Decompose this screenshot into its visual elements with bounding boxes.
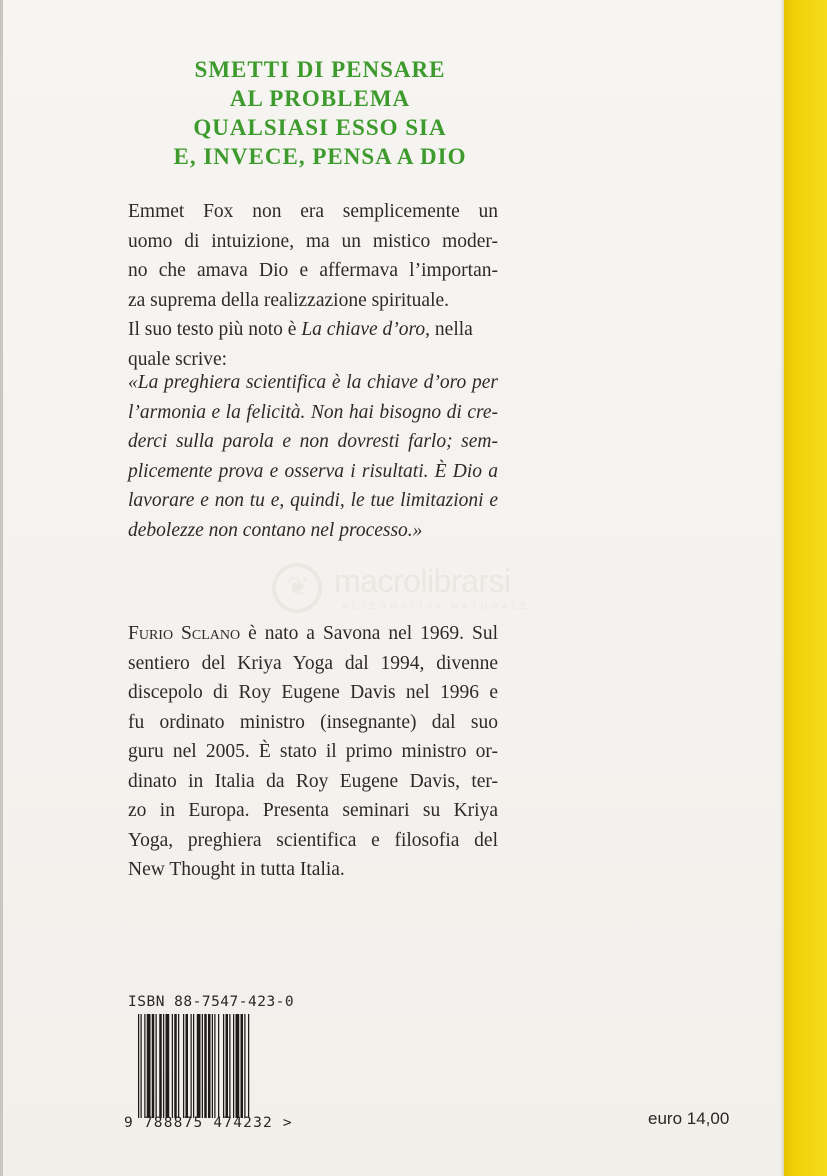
title-line-2: AL PROBLEMA [229,86,411,111]
barcode-bar [241,1014,244,1118]
barcode-bar [166,1014,170,1118]
book-title: La chiave d’oro [301,319,426,340]
bio-line: New Thought in tutta Italia. [128,859,345,880]
watermark-brand: macrolibrarsi [334,563,511,599]
barcode-bar [218,1014,219,1118]
title-line-4: E, INVECE, PENSA A DIO [173,144,467,169]
barcode-bar [147,1014,151,1118]
barcode-bar [226,1014,229,1118]
intro-line: Emmet Fox non era semplicemente un [128,201,498,222]
barcode-bar [214,1014,215,1118]
barcode-bar [204,1014,207,1118]
barcode-bar [202,1014,203,1118]
title-line-3: QUALSIASI ESSO SIA [193,115,447,140]
barcode-bar [163,1014,164,1118]
barcode-bar [229,1014,230,1118]
bio-line-rest: è nato a Savona nel 1969. Sul [240,623,499,644]
barcode [138,1014,288,1118]
barcode-bar [156,1014,157,1118]
intro-line: uomo di intuizione, ma un mistico moder- [128,230,498,252]
barcode-bar [248,1014,249,1118]
barcode-bar [152,1014,155,1118]
bio-line: zo in Europa. Presenta seminari su Kriya [128,800,498,821]
barcode-bar [144,1014,145,1118]
quote-line: l’armonia e la felicità. Non hai bisogno di cre- [128,401,498,423]
intro-line-book [128,315,498,345]
yellow-spine-band [784,0,827,1176]
barcode-bar [178,1014,179,1118]
bio-line: dinato in Italia da Roy Eugene Davis, ter- [128,770,498,792]
barcode-bar [233,1014,234,1118]
watermark-subtitle: ALTERNATIVA NATURALE [342,601,531,611]
macrolibrarsi-watermark [272,561,572,621]
barcode-bar [183,1014,184,1118]
bio-line: guru nel 2005. È stato il primo ministro or- [128,741,498,762]
bio-line: sentiero del Kriya Yoga dal 1994, divenne [128,652,498,674]
barcode-number: 9 788875 474232 > [124,1115,293,1131]
bio-line-first [128,619,498,649]
intro-line: quale scrive: [128,348,228,370]
cover-left-edge [0,0,3,1176]
leaf-icon: ❦ [287,572,309,602]
quote-line: lavorare e non tu e, quindi, le tue limitazioni e [128,490,498,511]
barcode-bar [208,1014,211,1118]
barcode-bar [236,1014,240,1118]
author-bio-paragraph [128,619,498,885]
barcode-bar [174,1014,177,1118]
quote-line: plicemente prova e osserva i risultati. È Dio a [128,460,498,482]
intro-line-end: , nella [425,319,473,340]
barcode-bar [212,1014,213,1118]
quote-line: debolezze non contano nel processo.» [128,519,423,541]
barcode-bar [138,1014,139,1118]
intro-line: no che amava Dio e affermava l’importan- [128,260,498,281]
barcode-bar [172,1014,173,1118]
barcode-bar [193,1014,194,1118]
price-label: euro 14,00 [648,1109,730,1128]
barcode-bar [186,1014,189,1118]
barcode-bar [244,1014,245,1118]
intro-line: za suprema della realizzazione spirituale. [128,289,450,311]
intro-line-start: Il suo testo più noto è [128,319,302,340]
cover-title [150,55,490,171]
author-name: Furio Sclano [128,623,241,644]
isbn-label: ISBN 88-7547-423-0 [128,994,295,1010]
bio-line: Yoga, preghiera scientifica e filosofia del [128,829,498,851]
barcode-bar [191,1014,192,1118]
intro-paragraph [128,197,498,374]
barcode-bar [141,1014,142,1118]
barcode-bar [223,1014,224,1118]
bio-line: fu ordinato ministro (insegnante) dal suo [128,711,498,733]
quote-line: «La preghiera scientifica è la chiave d’oro per [128,372,498,393]
bio-line: discepolo di Roy Eugene Davis nel 1996 e [128,682,498,703]
barcode-bar [197,1014,201,1118]
quote-paragraph [128,368,498,545]
barcode-bar [159,1014,162,1118]
quote-line: derci sulla parola e non dovresti farlo; sem- [128,431,498,452]
title-line-1: SMETTI DI PENSARE [194,57,446,82]
